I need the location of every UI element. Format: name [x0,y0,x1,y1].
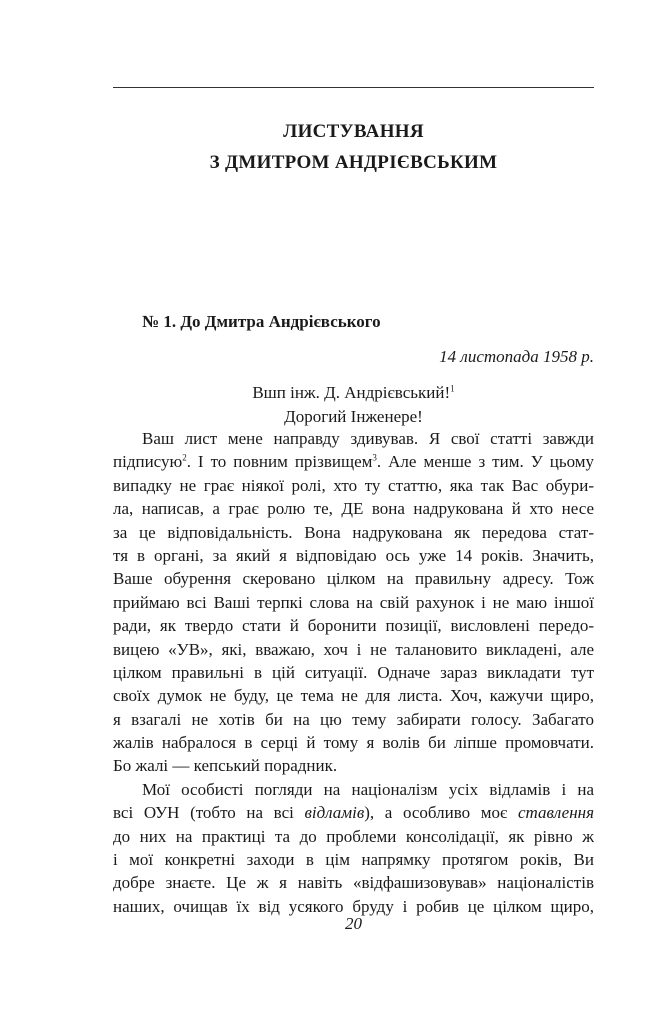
body-text-fragment: . І то повним прізвищем [186,452,373,472]
body-line: Мої особисті погляди на націоналізм усіх відламів і на [142,779,594,799]
body-text-fragment: ), а особливо моє [364,803,518,823]
body-text-italic: ставлення [517,803,594,823]
body-line: я взагалі не хотів би на цю тему забирати голосу. Забагато [113,709,594,729]
body-line: добре знаєте. Це ж я навіть «відфашизовував» націоналістів [113,873,594,893]
header-rule [113,87,594,88]
page-number: 20 [345,914,362,933]
body-line: вицею «УВ», які, вважаю, хоч і не талановито викладені, але [113,639,594,659]
body-line: цілком правильні в цій ситуації. Одначе зараз викладати тут [113,662,594,682]
body-text-fragment: підписую [113,452,183,472]
body-line: випадку не грає ніякої ролі, хто ту статтю, яка так Вас обури- [113,475,594,495]
letter-salutation [113,381,594,428]
footnote-ref: 1 [450,383,455,394]
chapter-title-line-1: ЛИСТУВАННЯ [283,121,424,142]
body-line: за це відповідальність. Вона надрукована як передова стат- [113,522,594,542]
body-text-fragment: . Але менше з тим. У цьому [376,452,595,472]
greeting-line: Дорогий Інженере! [284,406,423,426]
body-line: приймаю всі Ваші терпкі слова на свій рахунок і не маю іншої [113,592,594,612]
chapter-title [113,116,594,178]
chapter-title-line-2: З ДМИТРОМ АНДРІЄВСЬКИМ [209,152,498,173]
letter-body [113,427,594,918]
body-line: тя в органі, за який я відповідаю ось уже 14 років. Значить, [113,545,594,565]
body-line: ради, як твердо стати й боронити позиції, висловлені передо- [113,616,594,636]
body-line: Ваше обурення скеровано цілком на правильну адресу. Тож [113,569,594,589]
letter-heading: № 1. До Дмитра Андрієвського [142,312,381,331]
body-line: Бо жалі — кепський порадник. [113,756,338,776]
letter-date: 14 листопада 1958 р. [439,347,594,366]
body-line: ла, написав, а грає ролю те, ДЕ вона надрукована й хто несе [113,499,594,519]
address-line [113,381,594,405]
body-line [113,801,594,824]
body-text-fragment: всі ОУН (тобто на всі [113,803,305,823]
footnote-ref: 3 [372,452,377,463]
body-line: Ваш лист мене направду здивував. Я свої статті завжди [142,429,594,448]
body-text-italic: відламів [304,803,365,823]
address-text: Вшп інж. Д. Андрієвський! [252,383,451,402]
body-line: жалів набралося в серці й тому я волів би ліпше промовчати. [113,733,594,753]
body-line: наших, очищав їх від усякого бруду і робив це цілком щиро, [113,896,594,916]
body-line: до них на практиці та до проблеми консолідації, як рівно ж [113,826,594,846]
body-line: і мої конкретні заходи в цім напрямку протягом років, Ви [113,850,594,870]
body-line: своїх думок не буду, це тема не для листа. Хоч, кажучи щиро, [113,686,594,706]
body-line [113,450,594,473]
footnote-ref: 2 [182,452,187,463]
